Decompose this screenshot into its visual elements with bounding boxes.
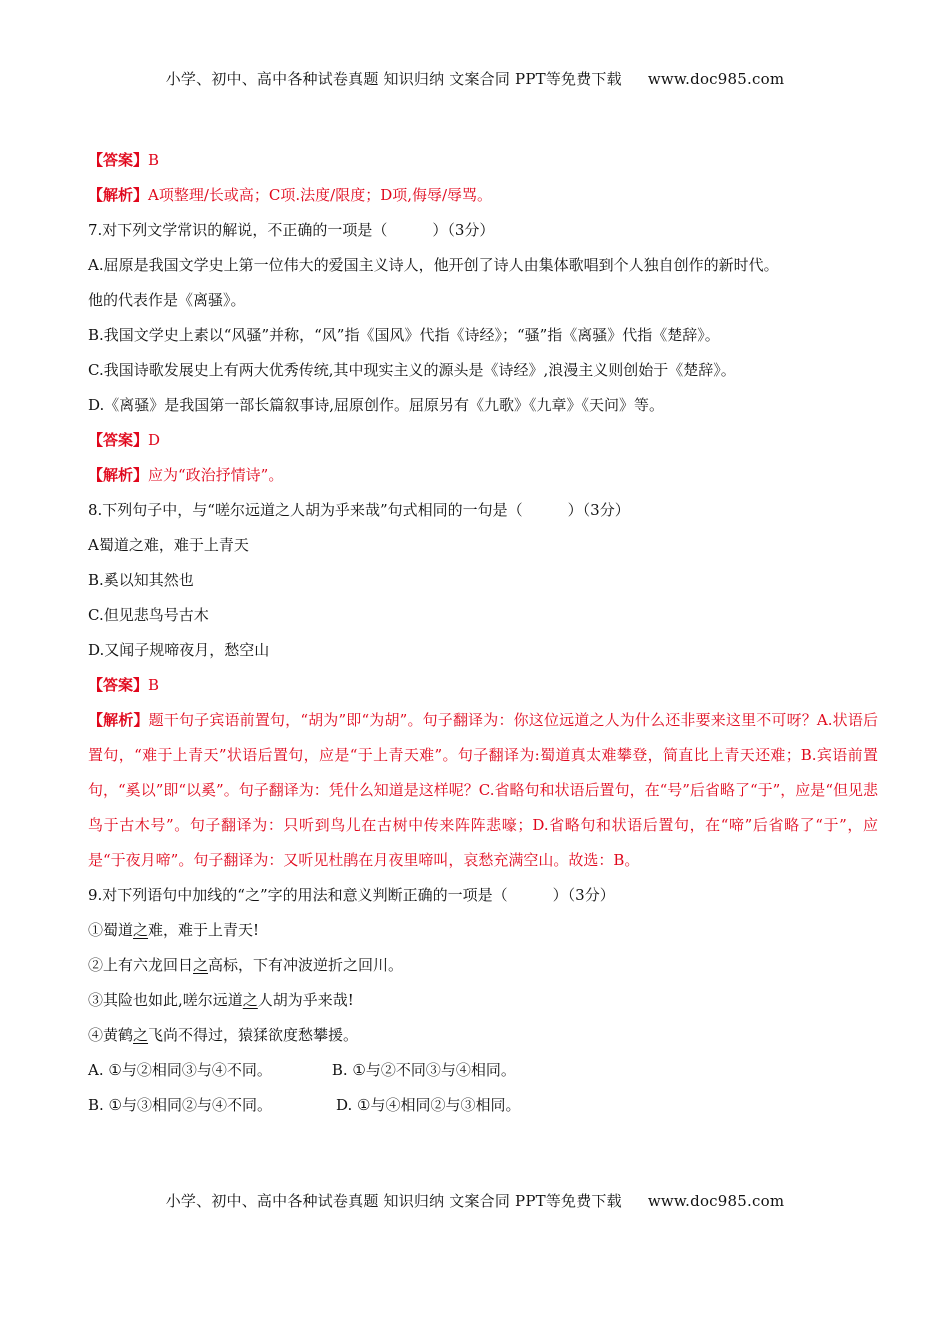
analysis-label: 【解析】 (88, 466, 149, 484)
footer-url[interactable]: www.doc985.com (647, 1192, 785, 1210)
question-9-sentence-1 (88, 913, 878, 948)
question-7-option-a: A.屈原是我国文学史上第一位伟大的爱国主义诗人，他开创了诗人由集体歌唱到个人独自创作的新时代。 (88, 256, 779, 274)
analysis-text: A项整理/长或高；C项.法度/限度；D项,侮辱/辱骂。 (148, 186, 493, 204)
underlined-zhi: 之 (193, 956, 209, 974)
sentence-text: ④黄鹤 (88, 1026, 134, 1044)
answer-label: 【答案】 (88, 676, 149, 694)
question-8-option-a: A蜀道之难，难于上青天 (88, 536, 249, 554)
sentence-text: 难，难于上青天! (148, 921, 260, 939)
question-8-option-b: B.奚以知其然也 (88, 571, 194, 589)
analysis-paragraph-q8 (88, 703, 878, 878)
underlined-zhi: 之 (133, 1026, 149, 1044)
question-9-option-d: D. ①与④相同②与③相同。 (336, 1096, 521, 1114)
question-9-stem: 9.对下列语句中加线的“之”字的用法和意义判断正确的一项是（ ）（3分） (88, 886, 615, 904)
underlined-zhi: 之 (242, 991, 258, 1009)
answer-value: D (148, 431, 161, 449)
analysis-text: 应为“政治抒情诗”。 (148, 466, 284, 484)
answer-label: 【答案】 (88, 431, 149, 449)
question-7-option-d: D.《离骚》是我国第一部长篇叙事诗,屈原创作。屈原另有《九歌》《九章》《天问》等。 (88, 396, 665, 414)
question-9-sentence-2 (88, 948, 878, 983)
answer-value: B (148, 151, 160, 169)
underlined-zhi: 之 (133, 921, 149, 939)
analysis-line-q7 (88, 458, 878, 493)
answer-line-q6 (88, 143, 878, 178)
analysis-line-q6 (88, 178, 878, 213)
question-9-options-row-1 (88, 1053, 878, 1088)
header-url[interactable]: www.doc985.com (647, 70, 785, 88)
analysis-label: 【解析】 (88, 711, 149, 729)
footer-banner (0, 1190, 950, 1211)
question-7-option-a-cont: 他的代表作是《离骚》。 (88, 291, 246, 309)
sentence-text: ③其险也如此,嗟尔远道 (88, 991, 243, 1009)
question-9-sentence-4 (88, 1018, 878, 1053)
question-9-option-a: A. ①与②相同③与④不同。 (88, 1061, 272, 1079)
analysis-text: 题干句子宾语前置句，“胡为”即“为胡”。句子翻译为：你这位远道之人为什么还非要来这里不可呀？A.状语后置句，“难于上青天”状语后置句，应是“于上青天难”。句子翻译为:蜀道真太难攀登，简直比上青天还难；B.宾语前置句，“奚以”即“以奚”。句子翻译为：凭什么知道是这样呢？C.省略句和状语后置句，在“号”后省略了“于”，应是“但见悲鸟于古木号”。句子翻译为：只听到鸟儿在古树中传来阵阵悲嚎；D.省略句和状语后置句，在“啼”后省略了“于”，应是“于夜月啼”。句子翻译为：又听见杜鹃在月夜里啼叫，哀愁充满空山。故选：B。 (88, 711, 878, 869)
question-8-option-d: D.又闻子规啼夜月，愁空山 (88, 641, 270, 659)
sentence-text: ①蜀道 (88, 921, 134, 939)
footer-banner-text: 小学、初中、高中各种试卷真题 知识归纳 文案合同 PPT等免费下载 (165, 1192, 622, 1210)
sentence-text: 飞尚不得过，猿猱欲度愁攀援。 (148, 1026, 359, 1044)
question-9-option-b: B. ①与②不同③与④相同。 (331, 1061, 516, 1079)
answer-value: B (148, 676, 160, 694)
sentence-text: 高标，下有冲波逆折之回川。 (208, 956, 404, 974)
header-banner (0, 68, 950, 89)
question-9-sentence-3 (88, 983, 878, 1018)
question-7-option-c: C.我国诗歌发展史上有两大优秀传统,其中现实主义的源头是《诗经》,浪漫主义则创始于《楚辞》。 (88, 361, 736, 379)
sentence-text: 人胡为乎来哉! (257, 991, 354, 1009)
question-8-stem: 8.下列句子中，与“嗟尔远道之人胡为乎来哉”句式相同的一句是（ ）（3分） (88, 501, 630, 519)
header-banner-text: 小学、初中、高中各种试卷真题 知识归纳 文案合同 PPT等免费下载 (165, 70, 622, 88)
question-9-options-row-2 (88, 1088, 878, 1123)
question-8-option-c: C.但见悲鸟号古木 (88, 606, 209, 624)
sentence-text: ②上有六龙回日 (88, 956, 194, 974)
analysis-label: 【解析】 (88, 186, 149, 204)
question-7-stem: 7.对下列文学常识的解说，不正确的一项是（ ）（3分） (88, 221, 495, 239)
answer-line-q8 (88, 668, 878, 703)
question-7-option-b: B.我国文学史上素以“风骚”并称，“风”指《国风》代指《诗经》；“骚”指《离骚》代指《楚辞》。 (88, 326, 720, 344)
answer-label: 【答案】 (88, 151, 149, 169)
page-content (88, 143, 878, 1123)
question-9-option-b-second: B. ①与③相同②与④不同。 (88, 1096, 273, 1114)
answer-line-q7 (88, 423, 878, 458)
